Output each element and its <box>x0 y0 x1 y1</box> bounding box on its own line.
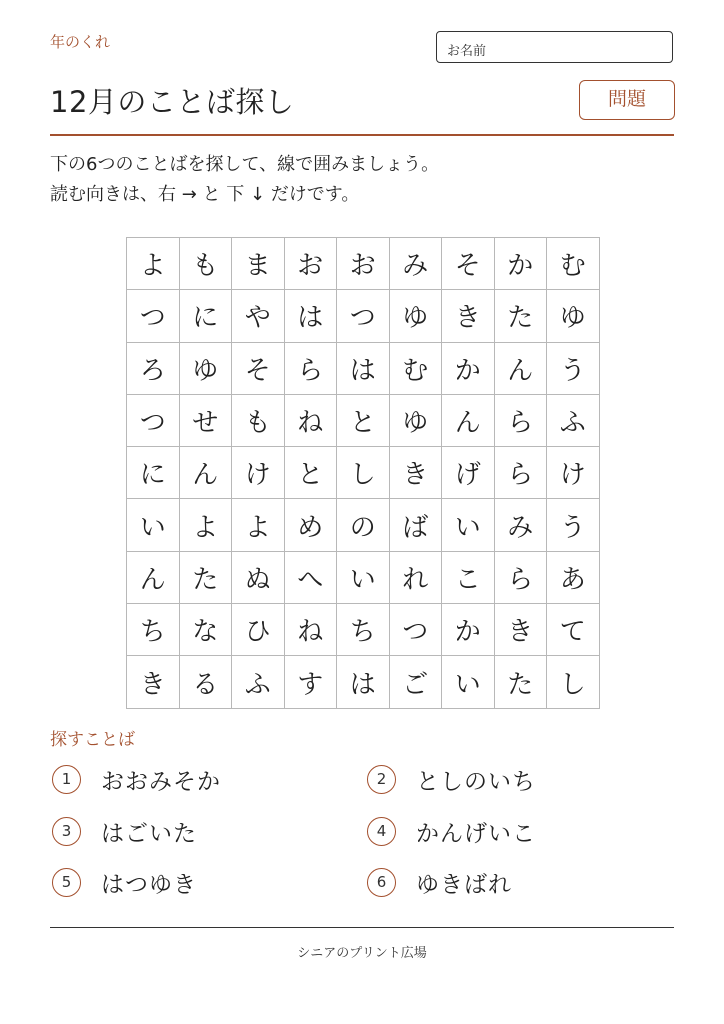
instructions <box>50 150 439 210</box>
grid-cell[interactable]: ら <box>495 552 548 604</box>
grid-cell[interactable]: ら <box>285 343 338 395</box>
grid-cell[interactable]: ら <box>495 447 548 499</box>
grid-cell[interactable]: か <box>442 343 495 395</box>
grid-cell[interactable]: ね <box>285 604 338 656</box>
grid-cell[interactable]: も <box>180 238 233 290</box>
word-item-4 <box>367 814 536 848</box>
page-title: 12月のことば探し <box>50 85 295 119</box>
word-number-badge: 1 <box>52 765 81 794</box>
grid-cell[interactable]: は <box>337 656 390 708</box>
grid-cell[interactable]: い <box>127 499 180 551</box>
word-text: ゆきばれ <box>416 871 512 898</box>
grid-cell[interactable]: む <box>547 238 600 290</box>
grid-cell[interactable]: し <box>337 447 390 499</box>
name-field-label: お名前 <box>447 44 487 59</box>
grid-cell[interactable]: ふ <box>547 395 600 447</box>
grid-cell[interactable]: ぬ <box>232 552 285 604</box>
word-item-6 <box>367 865 512 899</box>
grid-cell[interactable]: ろ <box>127 343 180 395</box>
grid-cell[interactable]: お <box>285 238 338 290</box>
grid-cell[interactable]: か <box>495 238 548 290</box>
grid-cell[interactable]: て <box>547 604 600 656</box>
header-divider <box>50 134 674 136</box>
grid-cell[interactable]: す <box>285 656 338 708</box>
grid-cell[interactable]: ひ <box>232 604 285 656</box>
grid-cell[interactable]: や <box>232 290 285 342</box>
grid-cell[interactable]: げ <box>442 447 495 499</box>
grid-cell[interactable]: き <box>442 290 495 342</box>
grid-cell[interactable]: そ <box>232 343 285 395</box>
grid-cell[interactable]: ち <box>337 604 390 656</box>
grid-cell[interactable]: ま <box>232 238 285 290</box>
grid-cell[interactable]: と <box>285 447 338 499</box>
grid-cell[interactable]: ふ <box>232 656 285 708</box>
grid-cell[interactable]: き <box>127 656 180 708</box>
grid-cell[interactable]: ゆ <box>180 343 233 395</box>
grid-cell[interactable]: る <box>180 656 233 708</box>
grid-cell[interactable]: う <box>547 343 600 395</box>
word-item-1 <box>52 762 221 796</box>
word-number-badge: 5 <box>52 868 81 897</box>
grid-cell[interactable]: は <box>285 290 338 342</box>
grid-cell[interactable]: せ <box>180 395 233 447</box>
grid-cell[interactable]: へ <box>285 552 338 604</box>
word-search-grid <box>126 237 600 709</box>
word-number-badge: 3 <box>52 817 81 846</box>
grid-cell[interactable]: ば <box>390 499 443 551</box>
word-text: はつゆき <box>101 871 197 898</box>
grid-cell[interactable]: ん <box>495 343 548 395</box>
name-field[interactable] <box>436 31 673 63</box>
grid-cell[interactable]: ん <box>127 552 180 604</box>
grid-cell[interactable]: し <box>547 656 600 708</box>
grid-cell[interactable]: う <box>547 499 600 551</box>
grid-cell[interactable]: ん <box>180 447 233 499</box>
grid-cell[interactable]: つ <box>127 290 180 342</box>
category-label: 年のくれ <box>50 33 111 51</box>
grid-cell[interactable]: あ <box>547 552 600 604</box>
grid-cell[interactable]: む <box>390 343 443 395</box>
word-number-badge: 6 <box>367 868 396 897</box>
grid-cell[interactable]: い <box>442 656 495 708</box>
grid-cell[interactable]: ら <box>495 395 548 447</box>
grid-cell[interactable]: ゆ <box>547 290 600 342</box>
word-number-badge: 4 <box>367 817 396 846</box>
grid-cell[interactable]: つ <box>127 395 180 447</box>
grid-cell[interactable]: い <box>442 499 495 551</box>
grid-cell[interactable]: こ <box>442 552 495 604</box>
grid-cell[interactable]: た <box>495 290 548 342</box>
grid-cell[interactable]: よ <box>127 238 180 290</box>
footer-credit: シニアのプリント広場 <box>297 946 427 961</box>
grid-cell[interactable]: ゆ <box>390 290 443 342</box>
grid-cell[interactable]: は <box>337 343 390 395</box>
grid-cell[interactable]: な <box>180 604 233 656</box>
grid-cell[interactable]: お <box>337 238 390 290</box>
grid-cell[interactable]: そ <box>442 238 495 290</box>
grid-cell[interactable]: ん <box>442 395 495 447</box>
grid-cell[interactable]: よ <box>180 499 233 551</box>
grid-cell[interactable]: ね <box>285 395 338 447</box>
grid-cell[interactable]: い <box>337 552 390 604</box>
word-text: かんげいこ <box>416 820 536 847</box>
grid-cell[interactable]: か <box>442 604 495 656</box>
instruction-line-1: 下の6つのことばを探して、線で囲みましょう。 <box>50 154 440 175</box>
grid-cell[interactable]: け <box>232 447 285 499</box>
grid-cell[interactable]: め <box>285 499 338 551</box>
grid-cell[interactable]: た <box>180 552 233 604</box>
word-item-5 <box>52 865 197 899</box>
grid-cell[interactable]: れ <box>390 552 443 604</box>
grid-cell[interactable]: よ <box>232 499 285 551</box>
grid-cell[interactable]: の <box>337 499 390 551</box>
grid-cell[interactable]: つ <box>390 604 443 656</box>
grid-cell[interactable]: も <box>232 395 285 447</box>
word-item-3 <box>52 814 197 848</box>
word-text: としのいち <box>416 768 536 795</box>
grid-cell[interactable]: に <box>180 290 233 342</box>
grid-cell[interactable]: た <box>495 656 548 708</box>
footer-divider <box>50 927 674 928</box>
grid-cell[interactable]: に <box>127 447 180 499</box>
grid-cell[interactable]: み <box>495 499 548 551</box>
mode-badge: 問題 <box>579 80 675 120</box>
grid-cell[interactable]: み <box>390 238 443 290</box>
instruction-line-2: 読む向きは、右 → と 下 ↓ だけです。 <box>50 184 360 205</box>
grid-cell[interactable]: け <box>547 447 600 499</box>
grid-cell[interactable]: き <box>390 447 443 499</box>
word-item-2 <box>367 762 536 796</box>
grid-cell[interactable]: ゆ <box>390 395 443 447</box>
grid-cell[interactable]: ご <box>390 656 443 708</box>
word-number-badge: 2 <box>367 765 396 794</box>
grid-cell[interactable]: つ <box>337 290 390 342</box>
word-text: おおみそか <box>101 768 221 795</box>
word-text: はごいた <box>101 820 197 847</box>
grid-cell[interactable]: き <box>495 604 548 656</box>
grid-cell[interactable]: と <box>337 395 390 447</box>
grid-cell[interactable]: ち <box>127 604 180 656</box>
words-heading: 探すことば <box>50 730 135 750</box>
